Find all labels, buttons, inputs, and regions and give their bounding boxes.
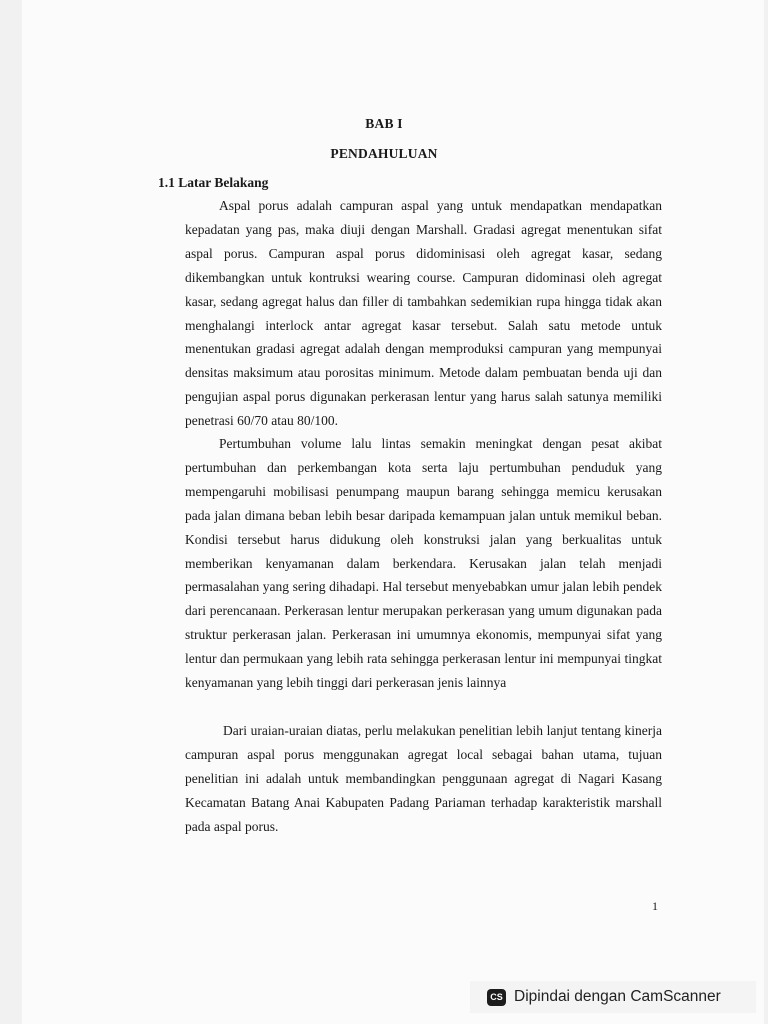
watermark-text: Dipindai dengan CamScanner: [514, 988, 721, 1005]
camscanner-watermark: [470, 981, 756, 1013]
paragraph: Pertumbuhan volume lalu lintas semakin meningkat dengan pesat akibat pertumbuhan dan perkembangan kota serta laju pertumbuhan penduduk yang mempengaruhi mobilisasi penumpang maupun barang sehingga memicu kerusakan pada jalan dimana beban lebih besar daripada kemampuan jalan untuk memikul beban. Kondisi tersebut harus didukung oleh konstruksi jalan yang berkualitas untuk memberikan kenyamanan dalam berkendara. Kerusakan jalan telah menjadi permasalahan yang sering dihadapi. Hal tersebut menyebabkan umur jalan lebih pendek dari perencanaan. Perkerasan lentur merupakan perkerasan yang umum digunakan pada struktur perkerasan jalan. Perkerasan ini umumnya ekonomis, mempunyai sifat yang lentur dan permukaan yang lebih rata sehingga perkerasan lentur ini mempunyai tingkat kenyamanan yang lebih tinggi dari perkerasan jenis lainnya: [185, 436, 662, 691]
chapter-title: PENDAHULUAN: [330, 146, 438, 161]
chapter-number: BAB I: [365, 116, 403, 131]
page-number: 1: [652, 899, 658, 913]
camscanner-logo-icon: CS: [487, 989, 506, 1006]
section-heading: 1.1 Latar Belakang: [158, 175, 269, 190]
paragraph: Aspal porus adalah campuran aspal yang untuk mendapatkan mendapatkan kepadatan yang pas, maka diuji dengan Marshall. Gradasi agregat menentukan sifat aspal porus. Campuran aspal porus didominisasi oleh agregat kasar, sedang dikembangkan untuk kontruksi wearing course. Campuran didominasi oleh agregat kasar, sedang agregat halus dan filler di tambahkan sedemikian rupa hingga tidak akan menghalangi interlock antar agregat kasar tersebut. Salah satu metode untuk menentukan gradasi agregat adalah dengan memproduksi campuran yang mempunyai densitas maksimum atau porositas minimum. Metode dalam pembuatan benda uji dan pengujian aspal porus digunakan perkerasan lentur yang harus salah satunya memiliki penetrasi 60/70 atau 80/100.: [185, 198, 662, 429]
paragraph: Dari uraian-uraian diatas, perlu melakukan penelitian lebih lanjut tentang kinerja campuran aspal porus menggunakan agregat local sebagai bahan utama, tujuan penelitian ini adalah untuk membandingkan penggunaan agregat di Nagari Kasang Kecamatan Batang Anai Kabupaten Padang Pariaman terhadap karakteristik marshall pada aspal porus.: [185, 723, 662, 834]
